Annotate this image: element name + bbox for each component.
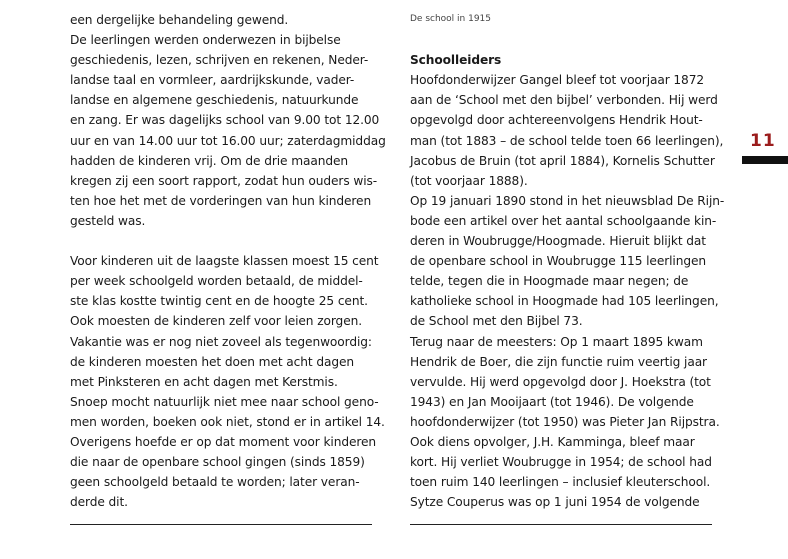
text-line: de openbare school in Woubrugge 115 leerlingen — [410, 254, 706, 269]
right-bottom-rule — [410, 524, 712, 525]
text-line: hoofdonderwijzer (tot 1950) was Pieter Jan Rijpstra. — [410, 414, 720, 429]
text-line: ten hoe het met de vorderingen van hun kinderen — [70, 193, 372, 208]
right-column — [410, 10, 725, 512]
text-line: met Pinksteren en acht dagen met Kerstmis. — [70, 374, 338, 389]
text-line: geen schoolgeld betaald te worden; later veran- — [70, 475, 360, 490]
text-line: aan de ‘School met den bijbel’ verbonden. Hij werd — [410, 93, 718, 108]
text-line: kort. Hij verliet Woubrugge in 1954; de school had — [410, 455, 712, 470]
text-line: landse taal en vormleer, aardrijkskunde, vader- — [70, 73, 355, 88]
text-line: per week schoolgeld worden betaald, de middel- — [70, 274, 363, 289]
page-number: 11 — [750, 131, 776, 151]
left-bottom-rule — [70, 524, 372, 525]
text-line: een dergelijke behandeling gewend. — [70, 13, 289, 27]
page-tab-marker — [742, 156, 788, 164]
text-line: gesteld was. — [70, 213, 146, 228]
text-line: Hendrik de Boer, die zijn functie ruim veertig jaar — [410, 354, 707, 369]
text-line: geschiedenis, lezen, schrijven en rekenen, Neder- — [70, 53, 369, 68]
text-line: Sytze Couperus was op 1 juni 1954 de volgende — [410, 495, 700, 510]
text-line: man (tot 1883 – de school telde toen 66 leerlingen), — [410, 133, 724, 148]
text-line: telde, tegen die in Hoogmade maar negen; de — [410, 274, 689, 289]
text-line: landse en algemene geschiedenis, natuurkunde — [70, 93, 359, 108]
text-line: derde dit. — [70, 495, 128, 510]
text-line: kregen zij een soort rapport, zodat hun ouders wis- — [70, 173, 378, 188]
text-line: de School met den Bijbel 73. — [410, 314, 583, 329]
text-line: men worden, boeken ook niet, stond er in artikel 14. — [70, 414, 385, 429]
text-line: Hoofdonderwijzer Gangel bleef tot voorjaar 1872 — [410, 73, 705, 88]
caption-spacer — [410, 10, 720, 30]
text-line: opgevolgd door achtereenvolgens Hendrik Hout- — [410, 113, 703, 128]
left-column — [70, 10, 386, 512]
text-line: De leerlingen werden onderwezen in bijbelse — [70, 33, 341, 48]
text-line: ste klas kostte twintig cent en de hoogte 25 cent. — [70, 294, 368, 309]
text-line: (tot voorjaar 1888). — [410, 173, 528, 188]
text-line: Voor kinderen uit de laagste klassen moest 15 cent — [70, 254, 379, 269]
text-line: bode een artikel over het aantal schoolgaande kin- — [410, 213, 717, 228]
text-line: en zang. Er was dagelijks school van 9.00 tot 12.00 — [70, 113, 380, 128]
text-line: toen ruim 140 leerlingen – inclusief kleuterschool. — [410, 475, 711, 490]
text-line: Ook moesten de kinderen zelf voor leien zorgen. — [70, 314, 362, 329]
figure-caption: De school in 1915 — [410, 14, 492, 24]
section-heading: Schoolleiders — [410, 53, 502, 68]
text-line: hadden de kinderen vrij. Om de drie maanden — [70, 153, 349, 168]
caption-spacer — [410, 30, 720, 50]
text-line: de kinderen moesten het doen met acht dagen — [70, 354, 354, 369]
text-line: Jacobus de Bruin (tot april 1884), Kornelis Schutter — [410, 153, 715, 168]
text-line: vervulde. Hij werd opgevolgd door J. Hoekstra (tot — [410, 374, 711, 389]
text-line: deren in Woubrugge/Hoogmade. Hieruit blijkt dat — [410, 234, 706, 249]
text-line: Snoep mocht natuurlijk niet mee naar school geno- — [70, 394, 379, 409]
text-line: Terug naar de meesters: Op 1 maart 1895 kwam — [410, 334, 703, 349]
text-line: Ook diens opvolger, J.H. Kamminga, bleef maar — [410, 434, 695, 449]
paragraph-gap — [70, 231, 380, 251]
text-line: uur en van 14.00 uur tot 16.00 uur; zaterdagmiddag — [70, 133, 386, 148]
text-line: 1943) en Jan Mooijaart (tot 1946). De volgende — [410, 394, 694, 409]
text-line: katholieke school in Hoogmade had 105 leerlingen, — [410, 294, 719, 309]
text-line: Vakantie was er nog niet zoveel als tegenwoordig: — [70, 334, 372, 349]
text-line: die naar de openbare school gingen (sinds 1859) — [70, 455, 365, 470]
text-line: Op 19 januari 1890 stond in het nieuwsblad De Rijn- — [410, 193, 725, 208]
text-line: Overigens hoefde er op dat moment voor kinderen — [70, 434, 377, 449]
